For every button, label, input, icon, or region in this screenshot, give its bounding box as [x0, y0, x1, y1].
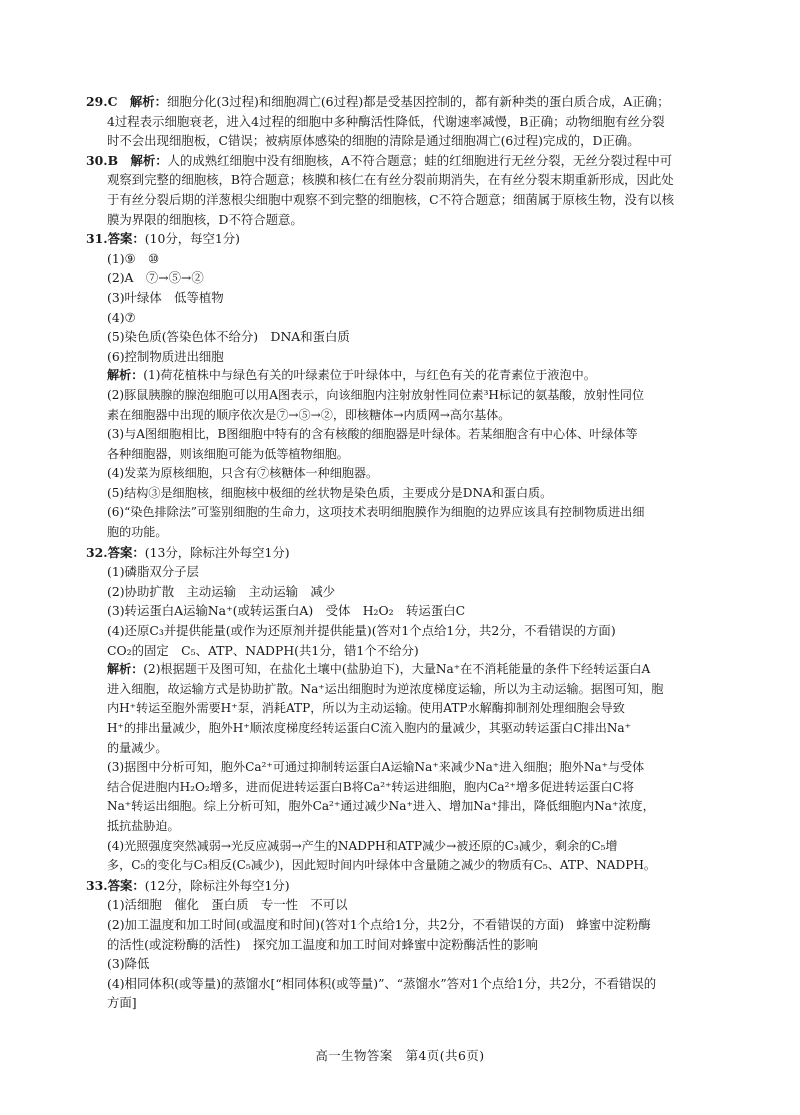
question-number: 33.	[86, 877, 108, 893]
answer-line: (3)转运蛋白A运输Na⁺(或转运蛋白A) 受体 H₂O₂ 转运蛋白C	[107, 603, 466, 619]
question-answer: B	[107, 152, 119, 168]
explanation-text: (1)荷花植株中与绿色有关的叶绿素位于叶绿体中，与红色有关的花青素位于液泡中。	[143, 368, 596, 383]
analysis-text: 观察到完整的细胞核，B符合题意；核膜和核仁在有丝分裂前期消失，在有丝分裂末期重新形成，因此处	[107, 172, 674, 188]
answer-line: (3)叶绿体 低等植物	[107, 289, 224, 305]
analysis-label: 解析：	[107, 662, 144, 677]
answer-line: (2)加工温度和加工时间(或温度和时间)(答对1个点给1分，共2分，不看错误的方面) 蜂蜜中淀粉酶	[107, 916, 651, 932]
score-note: (10分，每空1分)	[144, 231, 241, 247]
answer-label: 答案：	[107, 544, 145, 560]
answer-line: (2)协助扩散 主动运输 主动运输 减少	[107, 583, 336, 599]
answer-line: (4)相同体积(或等量)的蒸馏水[“相同体积(或等量)”、“蒸馏水”答对1个点给1分，共2分，不看错误的	[107, 975, 657, 991]
explanation-line: 素在细胞器中出现的顺序依次是⑦→⑤→②，即核糖体→内质网→高尔基体。	[107, 407, 511, 422]
answer-label: 答案：	[107, 877, 145, 893]
question-32-header	[86, 543, 730, 563]
analysis-text: 4过程表示细胞衰老，进入4过程的细胞中多种酶活性降低，代谢速率减慢，B正确；动物细胞有丝分裂	[107, 113, 665, 129]
question-number: 32.	[86, 544, 108, 560]
answer-line: (1)活细胞 催化 蛋白质 专一性 不可以	[107, 897, 348, 913]
explanation-line: 结合促进胞内H₂O₂增多，进而促进转运蛋白B将Ca²⁺转运进细胞，胞内Ca²⁺增多促进转运蛋白C将	[107, 779, 634, 794]
answer-line: 的活性(或淀粉酶的活性) 探究加工温度和加工时间对蜂蜜中淀粉酶活性的影响	[107, 936, 538, 952]
explanation-line: (4)发菜为原核细胞，只含有⑦核糖体一种细胞器。	[107, 466, 379, 481]
explanation-line: (4)光照强度突然减弱→光反应减弱→产生的NADPH和ATP减少→被还原的C₃减少，剩余的C₅增	[107, 838, 618, 853]
question-number: 30.	[86, 152, 108, 168]
answer-line: CO₂的固定 C₅、ATP、NADPH(共1分，错1个不给分)	[107, 642, 419, 658]
explanation-line: 进入细胞，故运输方式是协助扩散。Na⁺运出细胞时为逆浓度梯度运输，所以为主动运输。据图可知，胞	[107, 681, 664, 696]
page-footer: 高一生物答案 第4页(共6页)	[315, 1048, 485, 1063]
analysis-text: 膜为界限的细胞核，D不符合题意。	[107, 211, 303, 227]
explanation-line: 的量减少。	[107, 740, 168, 755]
explanation-line: (3)据图中分析可知，胞外Ca²⁺可通过抑制转运蛋白A运输Na⁺来减少Na⁺进入细胞；胞外Na⁺与受体	[107, 760, 645, 775]
answer-label: 答案：	[107, 231, 145, 247]
answer-line: (2)A ⑦→⑤→②	[107, 270, 204, 286]
question-number: 31.	[86, 231, 108, 247]
question-answer: C	[107, 94, 118, 109]
score-note: (12分，除标注外每空1分)	[144, 877, 290, 893]
answer-line: (6)控制物质进出细胞	[107, 348, 224, 364]
explanation-line: Na⁺转运出细胞。综上分析可知，胞外Ca²⁺通过减少Na⁺进入、增加Na⁺排出，降低细胞内Na⁺浓度，	[107, 799, 655, 814]
answer-line: (4)⑦	[107, 309, 136, 325]
analysis-label: 解析：	[129, 94, 167, 109]
answer-line: 方面]	[107, 995, 137, 1011]
question-29-line-1	[86, 92, 730, 112]
analysis-label: 解析：	[107, 368, 144, 383]
explanation-line: 各种细胞器，则该细胞可能为低等植物细胞。	[107, 446, 349, 461]
answer-line: (5)染色质(答染色体不给分) DNA和蛋白质	[107, 329, 350, 345]
score-note: (13分，除标注外每空1分)	[144, 544, 290, 560]
question-33	[86, 876, 730, 1013]
explanation-line	[86, 660, 730, 680]
explanation-line: 多，C₅的变化与C₃相反(C₅减少)，因此短时间内叶绿体中含量随之减少的物质有C₅、ATP、NADPH。	[107, 858, 657, 873]
question-31	[86, 229, 730, 543]
analysis-text: 于有丝分裂后期的洋葱根尖细胞中观察不到完整的细胞核，C不符合题意；细菌属于原核生物，没有以核	[107, 191, 675, 207]
explanation-line: (6)“染色排除法”可鉴别细胞的生命力，这项技术表明细胞膜作为细胞的边界应该具有控制物质进出细	[107, 505, 645, 520]
answer-line: (1)⑨ ⑩	[107, 250, 160, 266]
explanation-line: (5)结构③是细胞核，细胞核中极细的丝状物是染色质，主要成分是DNA和蛋白质。	[107, 485, 553, 500]
answer-line: (1)磷脂双分子层	[107, 564, 199, 580]
question-29	[86, 92, 730, 151]
explanation-line: H⁺的排出量减少，胞外H⁺顺浓度梯度经转运蛋白C流入胞内的量减少，其驱动转运蛋白C排出Na⁺	[107, 721, 632, 735]
question-30-line-1	[86, 151, 730, 171]
explanation-line: 内H⁺转运至胞外需要H⁺泵，消耗ATP，所以为主动运输。使用ATP水解酶抑制剂处理细胞会导致	[107, 701, 625, 716]
explanation-line: (3)与A图细胞相比，B图细胞中特有的含有核酸的细胞器是叶绿体。若某细胞含有中心体、叶绿体等	[107, 427, 638, 442]
question-30	[86, 151, 730, 229]
answer-line: (4)还原C₃并提供能量(或作为还原剂并提供能量)(答对1个点给1分，共2分，不看错误的方面)	[107, 623, 616, 639]
explanation-line: 胞的功能。	[107, 525, 168, 540]
answer-line: (3)降低	[107, 956, 150, 972]
question-33-header	[86, 876, 730, 896]
answer-content	[86, 92, 730, 1013]
analysis-text: 细胞分化(3过程)和细胞凋亡(6过程)都是受基因控制的，都有新种类的蛋白质合成，A正确；	[167, 94, 670, 109]
analysis-text: 时不会出现细胞板，C错误；被病原体感染的细胞的清除是通过细胞凋亡(6过程)完成的，D正确。	[107, 133, 640, 149]
analysis-text: 人的成熟红细胞中没有细胞核，A不符合题意；蛙的红细胞进行无丝分裂，无丝分裂过程中可	[167, 152, 673, 168]
question-31-header	[86, 229, 730, 249]
explanation-line: 抵抗盐胁迫。	[107, 818, 180, 833]
explanation-line: (2)豚鼠胰腺的腺泡细胞可以用A图表示，向该细胞内注射放射性同位素³H标记的氨基酸，放射性同位	[107, 387, 645, 402]
question-number: 29.	[86, 94, 108, 109]
explanation-text: (2)根据题干及图可知，在盐化土壤中(盐胁迫下)，大量Na⁺在不消耗能量的条件下经转运蛋白A	[143, 662, 651, 677]
explanation-line	[86, 366, 730, 386]
question-32	[86, 543, 730, 876]
analysis-label: 解析：	[130, 152, 168, 168]
